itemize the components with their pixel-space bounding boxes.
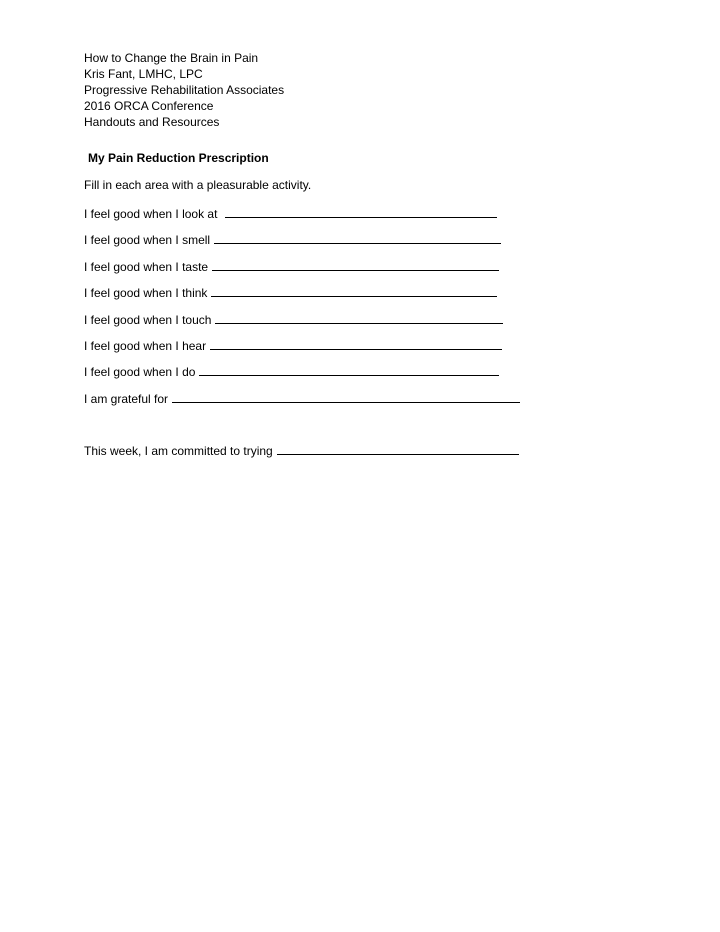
- conference-name: 2016 ORCA Conference: [84, 99, 214, 113]
- fill-in-blank-grateful[interactable]: [172, 390, 520, 403]
- prompt-list: [84, 205, 520, 416]
- fill-in-blank-think[interactable]: [211, 284, 497, 297]
- prompt-label: I feel good when I do: [84, 365, 196, 380]
- prompt-row-think: [84, 284, 520, 310]
- section-title: My Pain Reduction Prescription: [88, 151, 269, 165]
- presenter-name: Kris Fant, LMHC, LPC: [84, 67, 203, 81]
- organization-name: Progressive Rehabilitation Associates: [84, 83, 285, 97]
- fill-in-blank-look[interactable]: [225, 205, 497, 218]
- fill-in-blank-touch[interactable]: [215, 311, 503, 324]
- prompt-label: I feel good when I taste: [84, 259, 209, 274]
- prompt-row-hear: [84, 337, 520, 363]
- commitment-row: [84, 442, 519, 458]
- instruction-text: Fill in each area with a pleasurable activity.: [84, 178, 312, 192]
- prompt-label: I feel good when I think: [84, 286, 208, 301]
- prompt-label: I feel good when I hear: [84, 338, 207, 353]
- fill-in-blank-smell[interactable]: [214, 231, 501, 244]
- prompt-row-touch: [84, 311, 520, 337]
- document-header: [84, 50, 284, 130]
- fill-in-blank-commitment[interactable]: [277, 442, 519, 455]
- prompt-row-look: [84, 205, 520, 231]
- prompt-label: I am grateful for: [84, 391, 169, 406]
- fill-in-blank-taste[interactable]: [212, 258, 499, 271]
- presentation-title: How to Change the Brain in Pain: [84, 51, 259, 65]
- prompt-row-grateful: [84, 390, 520, 416]
- prompt-label: I feel good when I look at: [84, 207, 218, 221]
- prompt-row-do: [84, 363, 520, 389]
- handout-subtitle: Handouts and Resources: [84, 115, 220, 129]
- prompt-label: I feel good when I touch: [84, 312, 212, 327]
- prompt-row-taste: [84, 258, 520, 284]
- prompt-label: I feel good when I smell: [84, 233, 211, 248]
- fill-in-blank-do[interactable]: [199, 363, 499, 376]
- fill-in-blank-hear[interactable]: [210, 337, 502, 350]
- prompt-row-smell: [84, 231, 520, 257]
- commitment-label: This week, I am committed to trying: [84, 444, 273, 458]
